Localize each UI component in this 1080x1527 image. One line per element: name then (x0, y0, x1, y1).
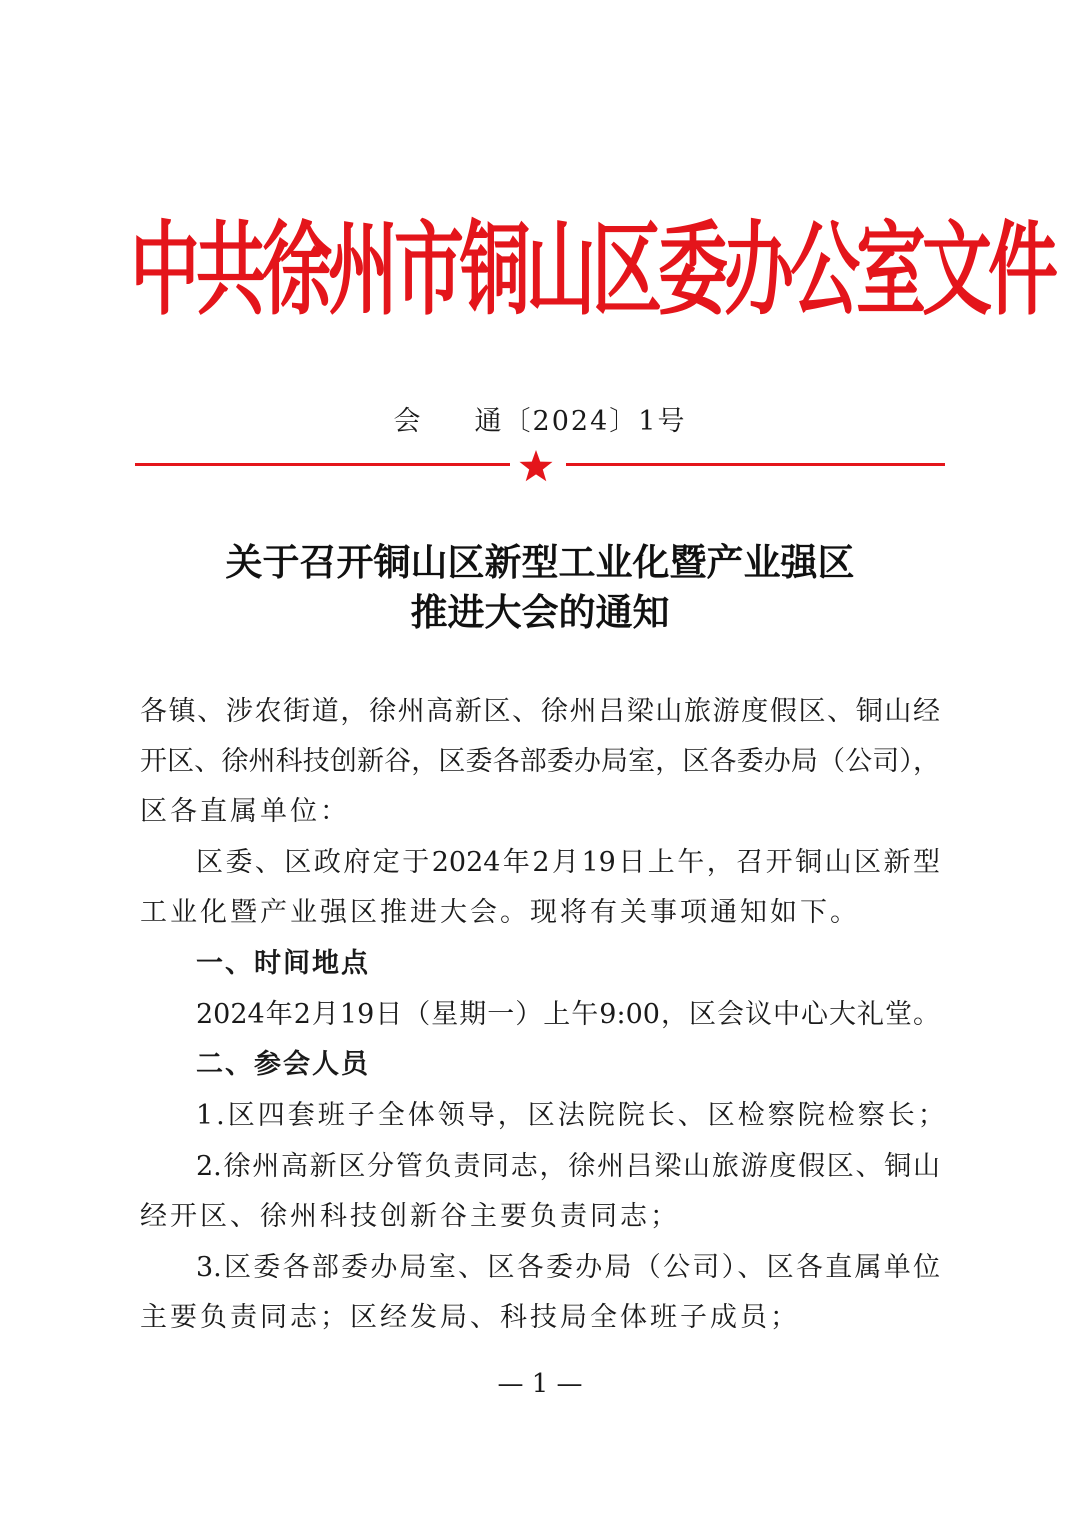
intro-line-2: 工业化暨产业强区推进大会。现将有关事项通知如下。 (140, 897, 860, 928)
section-heading-time-place: 一、时间地点 (196, 948, 370, 979)
time-place-text: 2024年2月19日（星期一）上午9:00，区会议中心大礼堂。 (196, 999, 940, 1030)
document-number-prefix: 会 (393, 406, 423, 437)
notice-title-line-2: 推进大会的通知 (410, 591, 670, 634)
intro-line-1: 区委、区政府定于2024年2月19日上午，召开铜山区新型 (196, 847, 940, 878)
attendee-item-2-line-2: 经开区、徐州科技创新谷主要负责同志； (140, 1201, 680, 1232)
attendee-item-1: 1.区四套班子全体领导，区法院院长、区检察院检察长； (196, 1100, 948, 1131)
attendee-item-2-line-1: 2.徐州高新区分管负责同志，徐州吕梁山旅游度假区、铜山 (196, 1151, 940, 1182)
red-divider-left (135, 463, 510, 466)
section-heading-attendees: 二、参会人员 (196, 1049, 370, 1080)
red-divider-right (566, 463, 945, 466)
attendee-item-3-line-1: 3.区委各部委办局室、区各委办局（公司）、区各直属单位 (196, 1252, 940, 1283)
masthead-title: 中共徐州市铜山区委办公室文件 (130, 210, 1054, 330)
addressees-line-3: 区各直属单位： (140, 796, 350, 827)
notice-title-line-1: 关于召开铜山区新型工业化暨产业强区 (225, 541, 855, 584)
document-number-serial: 通〔2024〕1号 (474, 406, 687, 437)
page-number: — 1 — (497, 1369, 583, 1399)
addressees-line-2: 开区、徐州科技创新谷，区委各部委办局室，区各委办局（公司）， (140, 746, 940, 777)
document-number (0, 402, 1080, 442)
attendee-item-3-line-2: 主要负责同志；区经发局、科技局全体班子成员； (140, 1302, 800, 1333)
addressees-line-1: 各镇、涉农街道，徐州高新区、徐州吕梁山旅游度假区、铜山经 (140, 696, 940, 727)
red-star-icon (518, 449, 554, 483)
